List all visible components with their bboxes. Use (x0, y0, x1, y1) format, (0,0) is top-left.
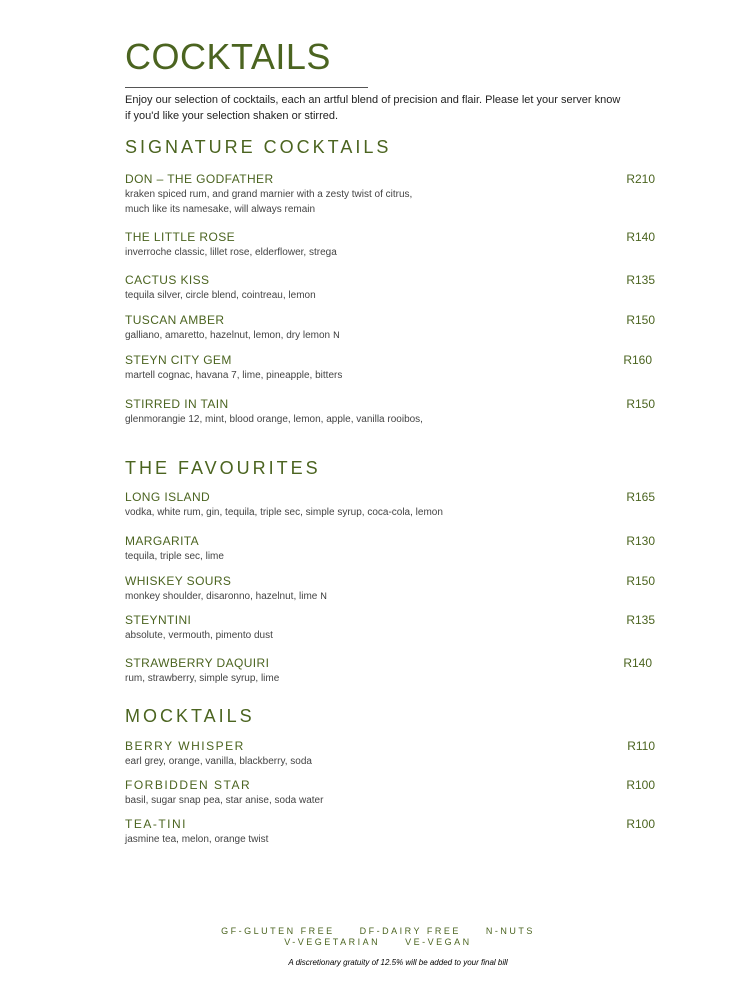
item-description: tequila silver, circle blend, cointreau, lemon (125, 290, 316, 301)
item-name: TEA-TINI (125, 817, 187, 831)
item-name: THE LITTLE ROSE (125, 230, 236, 244)
dietary-legend-row-1 (0, 926, 756, 936)
item-price: R110 (627, 739, 655, 753)
menu-item (125, 613, 655, 643)
item-description: inverroche classic, lillet rose, elderflower, strega (125, 247, 337, 258)
item-description: jasmine tea, melon, orange twist (125, 834, 269, 845)
nuts-tag: N (333, 330, 340, 340)
menu-item (125, 656, 655, 686)
nuts-tag: N (320, 591, 327, 601)
item-price: R150 (626, 313, 655, 327)
item-name: STEYN CITY GEM (125, 353, 232, 367)
menu-item (125, 230, 655, 260)
section-title-mocktails: MOCKTAILS (125, 706, 255, 726)
item-description-text: monkey shoulder, disaronno, hazelnut, lime (125, 591, 318, 602)
item-description: basil, sugar snap pea, star anise, soda water (125, 795, 324, 806)
gratuity-note: A discretionary gratuity of 12.5% will be added to your final bill (288, 958, 508, 967)
item-price: R140 (626, 230, 655, 244)
item-description: glenmorangie 12, mint, blood orange, lemon, apple, vanilla rooibos, (125, 414, 423, 425)
item-name: LONG ISLAND (125, 490, 211, 504)
section-title-signature: SIGNATURE COCKTAILS (125, 137, 392, 157)
title-underline (125, 87, 368, 88)
item-description-text: galliano, amaretto, hazelnut, lemon, dry lemon (125, 330, 331, 341)
item-price: R130 (626, 534, 655, 548)
menu-item (125, 397, 655, 427)
dietary-legend-row-2 (0, 937, 756, 947)
item-description: absolute, vermouth, pimento dust (125, 630, 273, 641)
item-name: CACTUS KISS (125, 273, 210, 287)
legend-gluten-free: GF-GLUTEN FREE (221, 926, 335, 936)
item-price: R160 (623, 353, 652, 367)
legend-nuts: N-NUTS (485, 926, 535, 936)
menu-item (125, 353, 655, 383)
item-price: R100 (626, 817, 655, 831)
intro-text: Enjoy our selection of cocktails, each an artful blend of precision and flair. Please let your server know if you'd like your selection shaken or stirred. (125, 94, 621, 122)
item-price: R140 (623, 656, 652, 670)
item-description: tequila, triple sec, lime (125, 551, 224, 562)
menu-item (125, 574, 655, 604)
menu-item (125, 273, 655, 303)
item-name: TUSCAN AMBER (125, 313, 225, 327)
page-title: COCKTAILS (125, 36, 331, 77)
item-description: kraken spiced rum, and grand marnier with a zesty twist of citrus, much like its namesake, will always remain (125, 189, 413, 215)
legend-dairy-free: DF-DAIRY FREE (359, 926, 461, 936)
section-title-favourites: THE FAVOURITES (125, 458, 321, 478)
menu-item (125, 817, 655, 847)
menu-item (125, 172, 655, 217)
item-name: MARGARITA (125, 534, 200, 548)
item-name: WHISKEY SOURS (125, 574, 232, 588)
item-name: BERRY WHISPER (125, 739, 245, 753)
menu-item (125, 778, 655, 808)
item-price: R150 (626, 397, 655, 411)
legend-vegetarian: V-VEGETARIAN (284, 937, 381, 947)
menu-item (125, 534, 655, 564)
item-description: vodka, white rum, gin, tequila, triple sec, simple syrup, coca-cola, lemon (125, 507, 443, 518)
item-price: R135 (626, 613, 655, 627)
item-price: R165 (626, 490, 655, 504)
item-price: R135 (626, 273, 655, 287)
legend-vegan: VE-VEGAN (405, 937, 472, 947)
item-description: earl grey, orange, vanilla, blackberry, soda (125, 756, 312, 767)
item-description: rum, strawberry, simple syrup, lime (125, 673, 280, 684)
menu-item (125, 490, 655, 520)
item-name: FORBIDDEN STAR (125, 778, 252, 792)
item-name: STEYNTINI (125, 613, 192, 627)
item-name: DON – THE GODFATHER (125, 172, 274, 186)
item-price: R150 (626, 574, 655, 588)
item-name: STRAWBERRY DAQUIRI (125, 656, 270, 670)
item-price: R100 (626, 778, 655, 792)
item-description: martell cognac, havana 7, lime, pineapple, bitters (125, 370, 343, 381)
item-name: STIRRED IN TAIN (125, 397, 229, 411)
item-description (125, 328, 545, 343)
menu-item (125, 313, 655, 343)
item-description (125, 589, 545, 604)
item-price: R210 (626, 172, 655, 186)
menu-item (125, 739, 655, 769)
